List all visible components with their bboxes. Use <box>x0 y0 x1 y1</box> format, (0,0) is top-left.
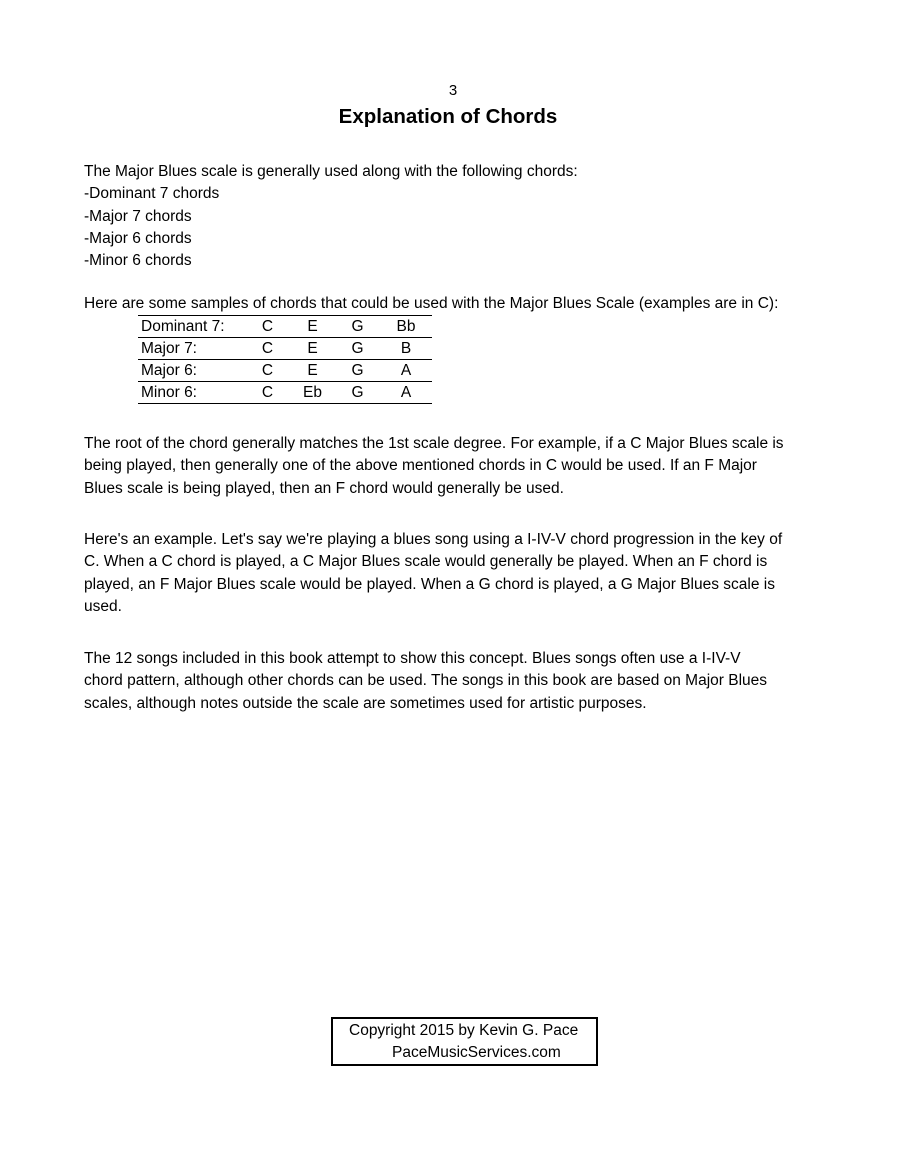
paragraph-line: Blues scale is being played, then an F chord would generally be used. <box>84 479 564 497</box>
chord-note: E <box>290 338 335 360</box>
chord-type-item: -Dominant 7 chords <box>84 185 220 203</box>
chord-note: C <box>245 382 290 404</box>
chord-note: E <box>290 360 335 382</box>
root-paragraph <box>84 433 824 500</box>
page-title: Explanation of Chords <box>338 105 558 128</box>
paragraph-line: scales, although notes outside the scale are sometimes used for artistic purposes. <box>84 694 647 712</box>
paragraph-line: used. <box>84 597 122 615</box>
chord-note: C <box>245 316 290 338</box>
chord-note: C <box>245 360 290 382</box>
table-row <box>138 338 432 360</box>
chord-note: G <box>335 338 380 360</box>
copyright-box <box>331 1017 598 1066</box>
chord-note: A <box>380 360 432 382</box>
chord-type-item: -Major 6 chords <box>84 229 192 247</box>
chord-type-item: -Major 7 chords <box>84 207 192 225</box>
chord-note: Eb <box>290 382 335 404</box>
chord-note: G <box>335 316 380 338</box>
table-row <box>138 382 432 404</box>
paragraph-line: chord pattern, although other chords can be used. The songs in this book are based on Major Blues <box>84 672 768 690</box>
chord-note: G <box>335 382 380 404</box>
chord-name: Dominant 7: <box>138 316 245 338</box>
chord-note: Bb <box>380 316 432 338</box>
chord-name: Minor 6: <box>138 382 245 404</box>
chord-table <box>138 315 432 404</box>
chord-name: Major 7: <box>138 338 245 360</box>
samples-intro <box>84 293 824 315</box>
paragraph-line: The root of the chord generally matches the 1st scale degree. For example, if a C Major Blues scale is <box>84 435 784 452</box>
chord-note: G <box>335 360 380 382</box>
chord-type-item: -Minor 6 chords <box>84 252 192 270</box>
paragraph-line: The 12 songs included in this book attempt to show this concept. Blues songs often use a I-IV-V <box>84 650 741 667</box>
table-row <box>138 316 432 338</box>
chord-note: E <box>290 316 335 338</box>
page-number: 3 <box>448 82 458 99</box>
paragraph-line: C. When a C chord is played, a C Major Blues scale would generally be played. When an F chord is <box>84 553 768 571</box>
paragraph-line: Here's an example. Let's say we're playing a blues song using a I-IV-V chord progression in the key of <box>84 531 783 548</box>
samples-intro-text: Here are some samples of chords that could be used with the Major Blues Scale (examples are in C): <box>84 295 779 312</box>
copyright-text: Copyright 2015 by Kevin G. Pace <box>349 1022 579 1039</box>
website-text: PaceMusicServices.com <box>392 1044 561 1061</box>
songs-paragraph <box>84 648 824 715</box>
table-row <box>138 360 432 382</box>
chord-note: B <box>380 338 432 360</box>
chord-note: C <box>245 338 290 360</box>
paragraph-line: played, an F Major Blues scale would be played. When a G chord is played, a G Major Blues scale is <box>84 575 775 593</box>
intro-text: The Major Blues scale is generally used along with the following chords: <box>84 163 578 180</box>
chord-name: Major 6: <box>138 360 245 382</box>
intro-paragraph <box>84 161 824 272</box>
chord-note: A <box>380 382 432 404</box>
example-paragraph <box>84 529 824 618</box>
paragraph-line: being played, then generally one of the above mentioned chords in C would be used. If an F Major <box>84 457 757 475</box>
